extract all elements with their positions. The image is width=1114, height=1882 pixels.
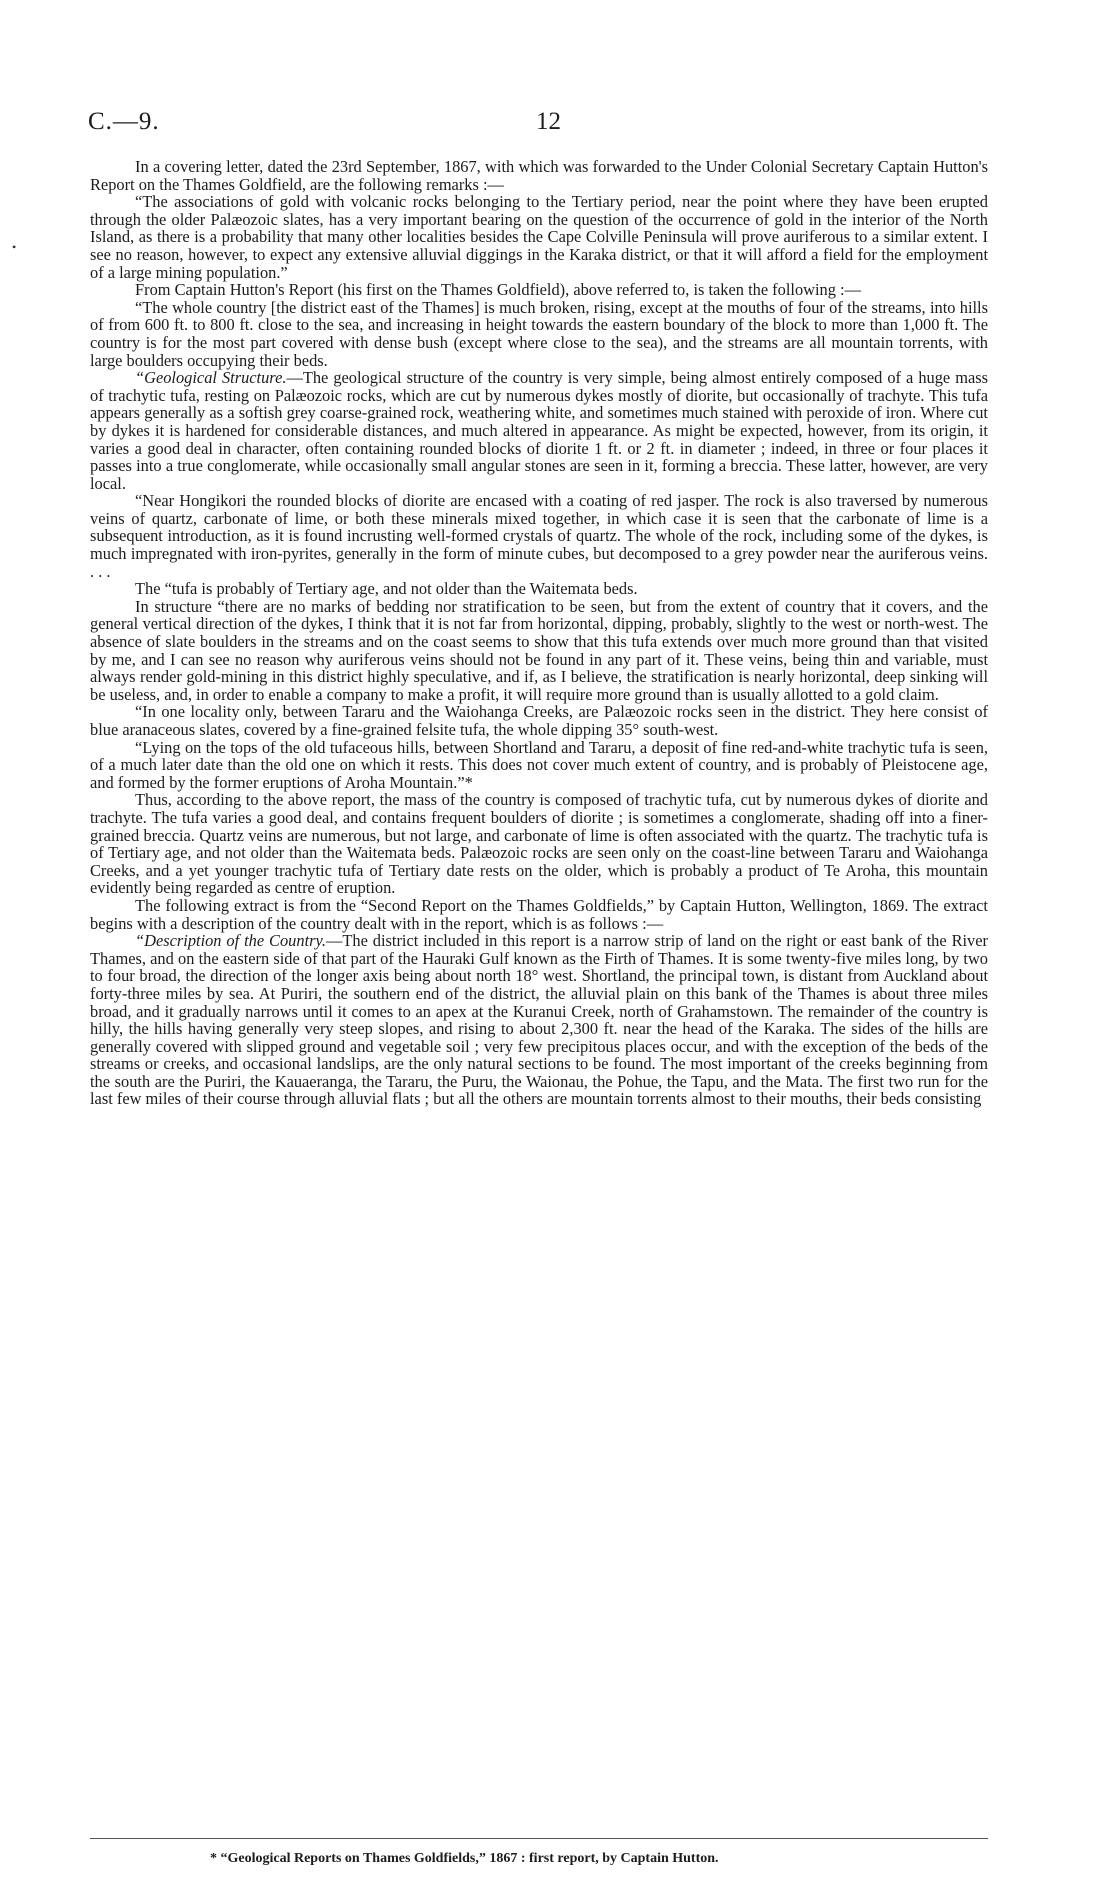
paragraph: “Geological Structure.—The geological structure of the country is very simple, being almost entirely composed of a huge mass of trachytic tufa, resting on Palæozoic rocks, which are cut by numerous dykes mostly of diorite, but occasionally of trachyte. This tufa appears generally as a softish grey coarse-grained rock, weathering white, and sometimes much stained with peroxide of iron. Where cut by dykes it is hardened for considerable distances, and much altered in appearance. As might be expected, however, from its origin, it varies a good deal in character, often containing rounded blocks of diorite 1 ft. or 2 ft. in diameter ; indeed, in three or four places it passes into a true conglomerate, while occasionally small angular stones are seen in it, forming a breccia. These latter, however, are very local.: [90, 368, 988, 493]
paragraph: Thus, according to the above report, the mass of the country is composed of trachytic tufa, cut by numerous dykes of diorite and trachyte. The tufa varies a good deal, and contains frequent boulders of diorite ; is sometimes a conglomerate, shading off into a finer-grained breccia. Quartz veins are numerous, but not large, and carbonate of lime is often associated with the quartz. The trachytic tufa is of Tertiary age, and not older than the Waitemata beds. Palæozoic rocks are seen only on the coast-line between Tararu and Waiohanga Creeks, and a yet younger trachytic tufa of Tertiary date rests on the older, which is probably a product of Te Aroha, this mountain evidently being regarded as centre of eruption.: [90, 790, 988, 898]
paragraph: From Captain Hutton's Report (his first on the Thames Goldfield), above referred to, is taken the following :—: [135, 280, 861, 300]
body-text: [90, 158, 988, 1108]
paragraph: “Near Hongikori the rounded blocks of diorite are encased with a coating of red jasper. The rock is also traversed by numerous veins of quartz, carbonate of lime, or both these minerals mixed together, in which case it is seen that the carbonate of lime is a subsequent introduction, as it is found incrusting well-formed crystals of quartz. The whole of the rock, including some of the dykes, is much impregnated with iron-pyrites, generally in the form of minute cubes, but decomposed to a grey powder near the auriferous veins. . . .: [90, 491, 988, 581]
paragraph: The “tufa is probably of Tertiary age, and not older than the Waitemata beds.: [135, 579, 638, 599]
page-number: 12: [536, 108, 561, 135]
italic-heading: “Description of the Country.: [135, 931, 326, 951]
paragraph: “Description of the Country.—The district included in this report is a narrow strip of land on the right or east bank of the River Thames, and on the eastern side of that part of the Hauraki Gulf known as the Firth of Thames. It is some twenty-five miles long, by two to four broad, the direction of the longer axis being about north 18° west. Shortland, the principal town, is distant from Auckland about forty-three miles by sea. At Puriri, the southern end of the district, the alluvial plain on this bank of the Thames is about three miles broad, and it gradually narrows until it comes to an apex at the Kuranui Creek, north of Grahamstown. The remainder of the country is hilly, the hills having generally very steep slopes, and rising to about 2,300 ft. near the head of the Karaka. The sides of the hills are generally covered with slipped ground and vegetable soil ; very few precipitous places occur, and with the exception of the beds of the streams or creeks, and occasional landslips, are the only natural sections to be found. The most important of the creeks beginning from the south are the Puriri, the Kauaeranga, the Tararu, the Puru, the Waionau, the Pohue, the Tapu, and the Mata. The first two run for the last few miles of their course through alluvial flats ; but all the others are mountain torrents almost to their mouths, their beds consisting: [90, 931, 988, 1109]
paragraph: The following extract is from the “Second Report on the Thames Goldfields,” by Captain Hutton, Wellington, 1869. The extract begins with a description of the country dealt with in the report, which is as follows :—: [90, 895, 988, 933]
document-reference: C.—9.: [88, 108, 160, 135]
footnote: * “Geological Reports on Thames Goldfields,” 1867 : first report, by Captain Hutton.: [210, 1851, 719, 1866]
paragraph: “Lying on the tops of the old tufaceous hills, between Shortland and Tararu, a deposit of fine red-and-white trachytic tufa is seen, of a much later date than the old one on which it rests. This does not cover much extent of country, and is probably of Pleistocene age, and formed by the former eruptions of Aroha Mountain.”*: [90, 737, 988, 792]
italic-heading: “Geological Structure.: [135, 368, 287, 388]
page-header: [88, 108, 988, 148]
paragraph: “The whole country [the district east of the Thames] is much broken, rising, except at the mouths of four of the streams, into hills of from 600 ft. to 800 ft. close to the sea, and increasing in height towards the eastern boundary of the block to more than 1,000 ft. The country is for the most part covered with dense bush (except where close to the sea), and the streams are all mountain torrents, with large boulders occupying their beds.: [90, 297, 988, 370]
margin-mark: •: [12, 240, 17, 254]
paragraph: In structure “there are no marks of bedding nor stratification to be seen, but from the extent of country that it covers, and the general vertical direction of the dykes, I think that it is not far from horizontal, dipping, probably, slightly to the west or north-west. The absence of slate boulders in the streams and on the coast seems to show that this tufa extends over much more ground than that visited by me, and I can see no reason why auriferous veins should not be found in any part of it. These veins, being thin and variable, must always render gold-mining in this district highly speculative, and if, as I believe, the stratification is nearly horizontal, deep sinking will be useless, and, in order to enable a company to make a profit, it will require more ground than is usually allotted to a gold claim.: [90, 596, 988, 704]
paragraph: “In one locality only, between Tararu and the Waiohanga Creeks, are Palæozoic rocks seen in the district. They here consist of blue aranaceous slates, covered by a fine-grained felsite tufa, the whole dipping 35° south-west.: [90, 702, 988, 739]
paragraph: “The associations of gold with volcanic rocks belonging to the Tertiary period, near the point where they have been erupted through the older Palæozoic slates, has a very important bearing on the question of the occurrence of gold in the interior of the North Island, as there is a probability that many other localities besides the Cape Colville Peninsula will prove auriferous to a similar extent. I see no reason, however, to expect any extensive alluvial diggings in the Karaka district, or that it will afford a field for the employment of a large mining population.”: [90, 192, 988, 282]
footnote-divider: [90, 1838, 988, 1839]
paragraph: In a covering letter, dated the 23rd September, 1867, with which was forwarded to the Under Colonial Secretary Captain Hutton's Report on the Thames Goldfield, are the following remarks :—: [90, 157, 988, 194]
